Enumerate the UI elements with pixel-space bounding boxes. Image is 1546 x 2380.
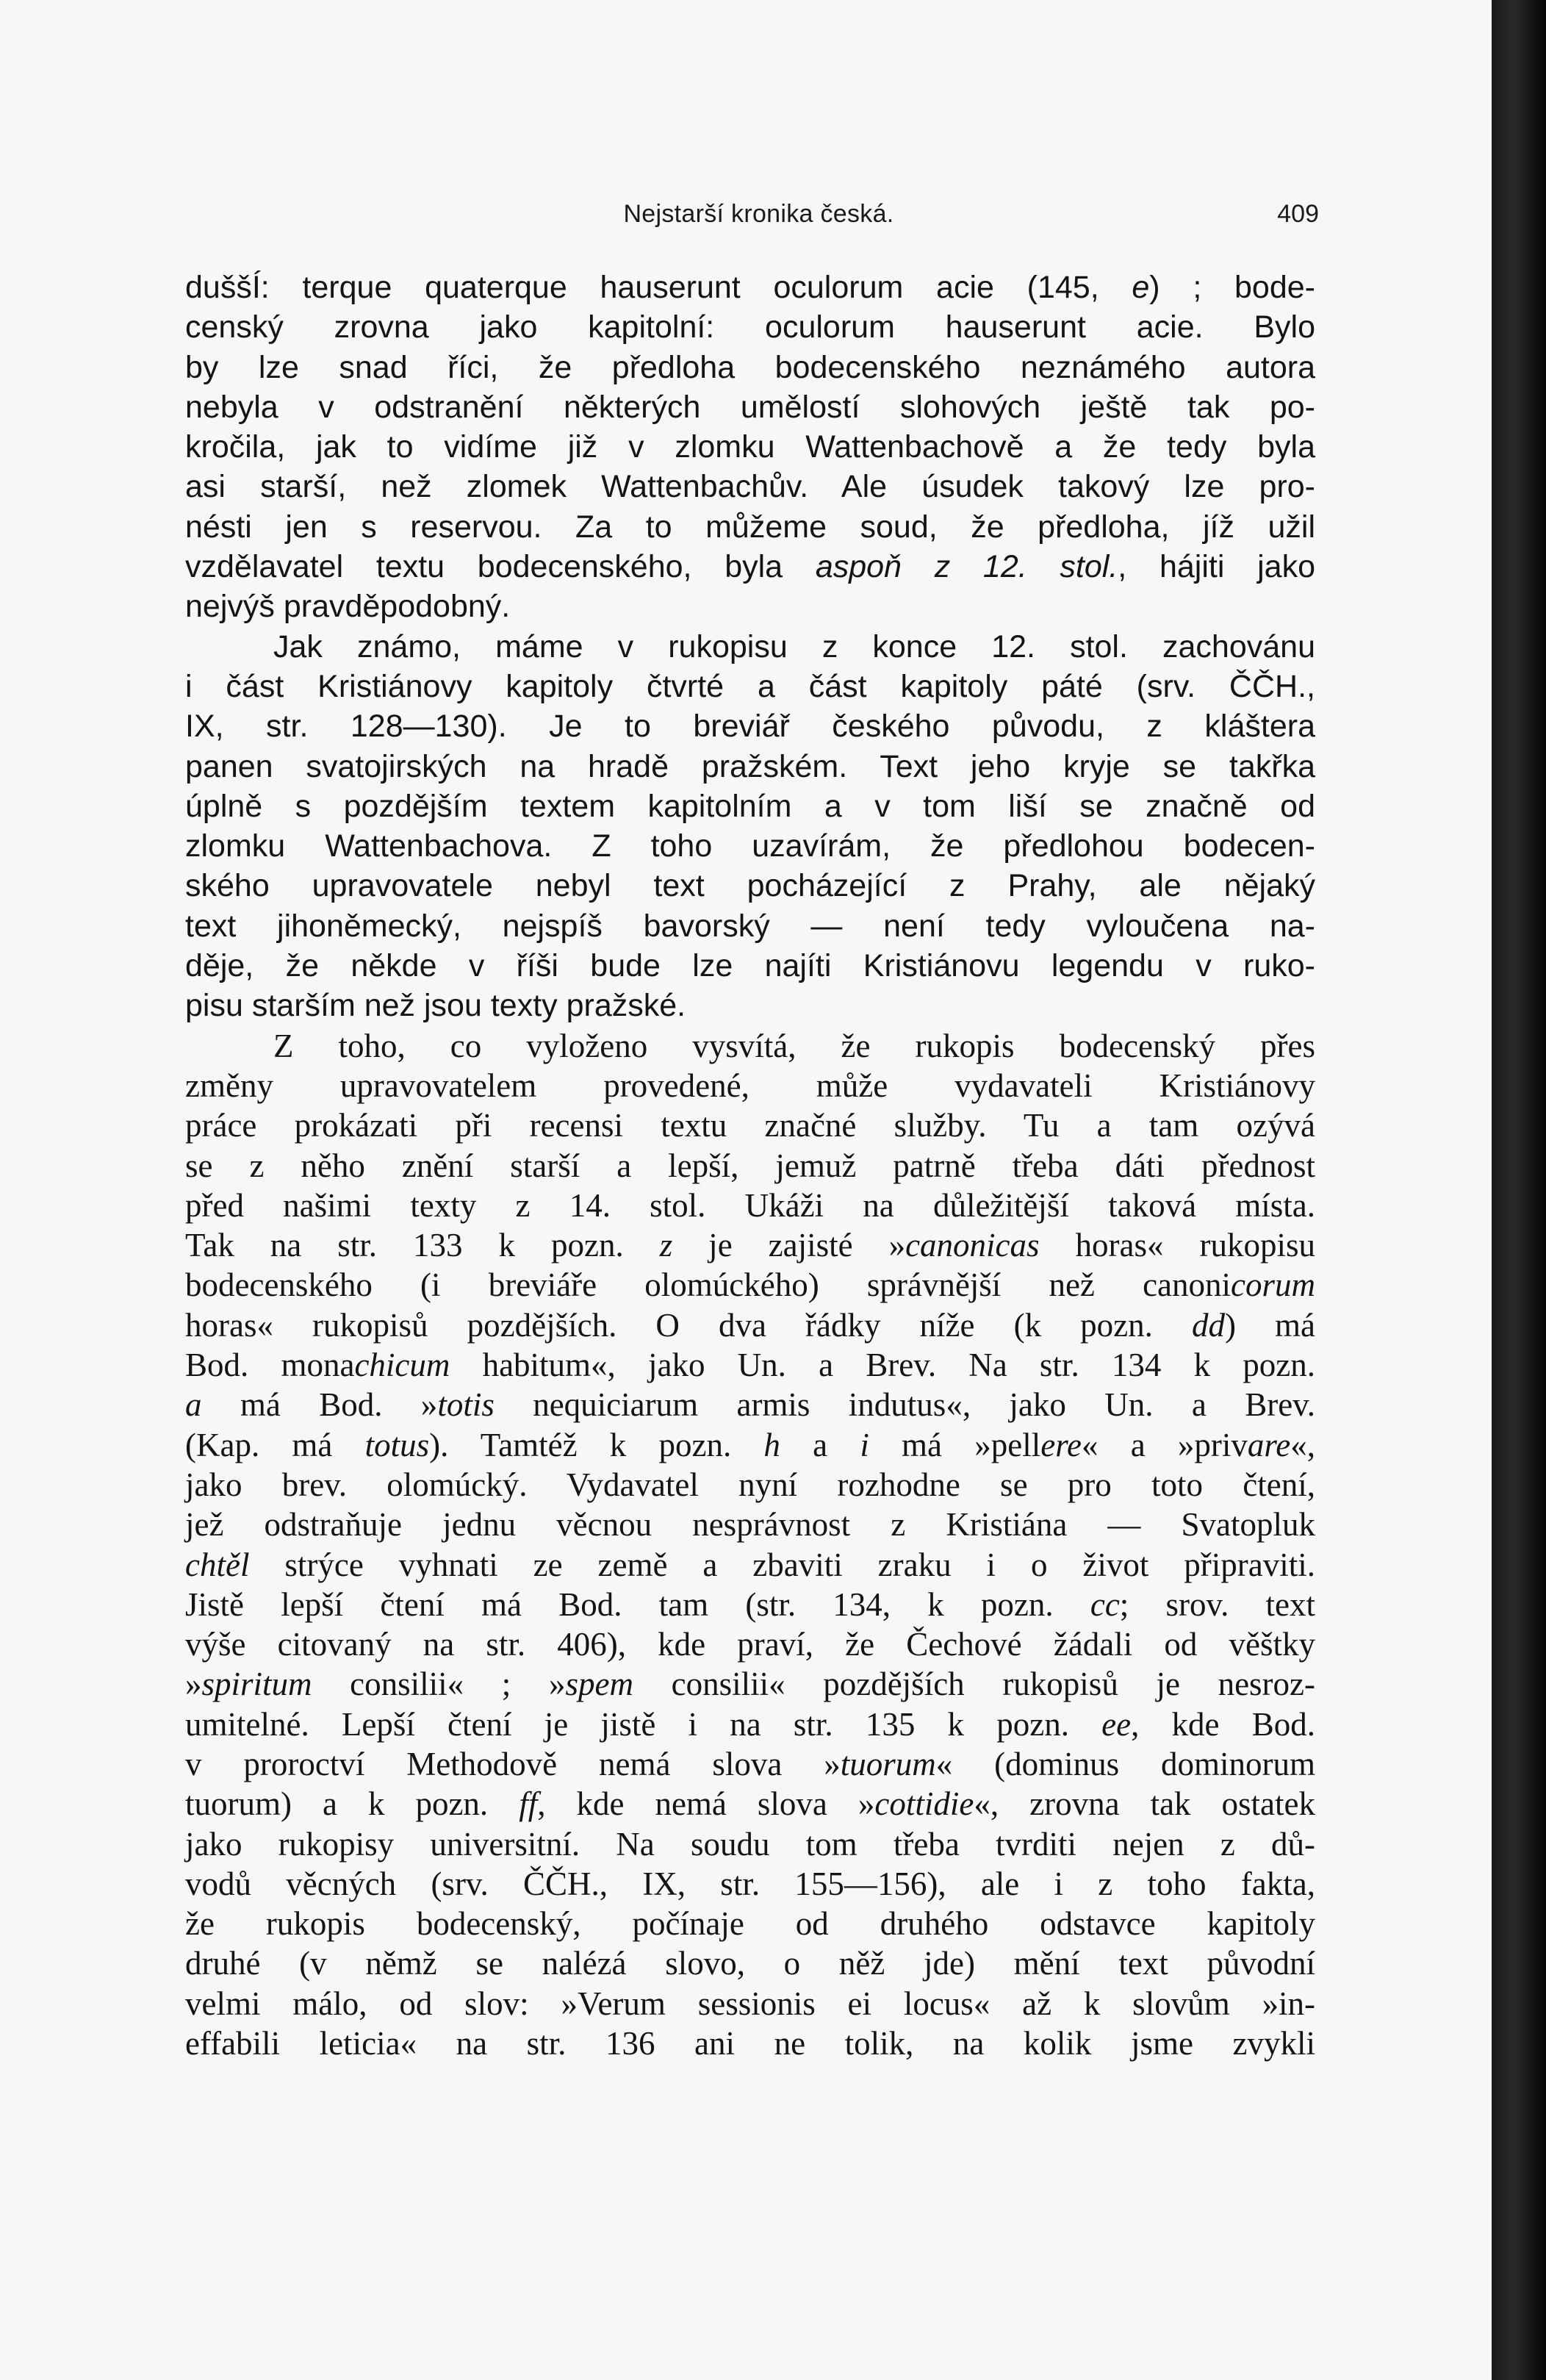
text-line: [185, 1984, 1315, 2024]
text-run: má Bod. »: [201, 1386, 438, 1424]
text-run: velmi málo, od slov: »Verum sessionis ei locus« až k slovům »in-: [185, 1985, 1315, 2022]
text-run: práce prokázati při recensi textu značné služby. Tu a tam ozývá: [185, 1107, 1315, 1144]
text-line: [185, 1265, 1315, 1305]
text-run: Jistě lepší čtení má Bod. tam (str. 134, k pozn.: [185, 1585, 1090, 1623]
text-run: před našimi texty z 14. stol. Ukáži na důležitější taková místa.: [185, 1186, 1315, 1224]
text-line: [185, 1705, 1315, 1744]
text-run: habitum«, jako Un. a Brev. Na str. 134 k pozn.: [450, 1347, 1315, 1384]
text-run: Jak známo, máme v rukopisu z konce 12. stol. zachovánu: [273, 628, 1315, 664]
text-run: Z toho, co vyloženo vysvítá, že rukopis bodecenský přes: [273, 1027, 1315, 1064]
text-line: [185, 1105, 1315, 1145]
italic-run: canonicas: [905, 1227, 1040, 1264]
text-line: [185, 866, 1315, 906]
text-run: asi starší, než zlomek Wattenbachův. Ale úsudek takový lze pro-: [185, 469, 1315, 505]
text-run: vodů věcných (srv. ČČH., IX, str. 155—156), ale i z toho fakta,: [185, 1865, 1315, 1902]
text-run: se z něho znění starší a lepší, jemuž patrně třeba dáti přednost: [185, 1147, 1315, 1184]
text-line: [185, 1664, 1315, 1704]
text-line: [185, 1385, 1315, 1424]
italic-run: h: [763, 1426, 780, 1463]
text-run: ) ; bode-: [1149, 270, 1315, 305]
italic-run: z: [659, 1227, 673, 1264]
text-run: v proroctví Methodově nemá slova »: [185, 1745, 841, 1782]
text-run: (Kap. má: [185, 1426, 365, 1463]
text-run: umitelné. Lepší čtení je jistě i na str. 135 k pozn.: [185, 1705, 1102, 1743]
text-line: [185, 507, 1315, 547]
text-run: úplně s pozdějším textem kapitolním a v tom liší se značně od: [185, 788, 1315, 824]
text-run: i část Kristiánovy kapitoly čtvrté a část kapitoly páté (srv. ČČH.,: [185, 668, 1315, 704]
text-run: a: [780, 1426, 860, 1463]
scan-edge: [1492, 0, 1546, 2380]
text-line: [185, 1225, 1315, 1265]
text-run: consilii« ; »: [312, 1666, 566, 1703]
italic-run: totus: [364, 1426, 430, 1463]
text-run: vzdělavatel textu bodecenského, byla: [185, 549, 816, 585]
text-run: duššÍ: terque quaterque hauserunt oculorum acie (145,: [185, 270, 1132, 305]
text-run: , kde Bod.: [1131, 1705, 1315, 1743]
italic-run: ee: [1101, 1705, 1132, 1743]
text-run: «,: [1290, 1426, 1315, 1463]
italic-run: chicum: [354, 1347, 450, 1384]
text-run: zlomku Wattenbachova. Z toho uzavírám, že předlohou bodecen-: [185, 828, 1315, 864]
text-run: druhé (v němž se nalézá slovo, o něž jde) mění text původní: [185, 1945, 1315, 1982]
text-line: [185, 1864, 1315, 1904]
text-run: kročila, jak to vidíme již v zlomku Wattenbachově a že tedy byla: [185, 429, 1315, 465]
text-run: censký zrovna jako kapitolní: oculorum hauserunt acie. Bylo: [185, 309, 1315, 345]
text-run: ; srov. text: [1119, 1585, 1315, 1623]
italic-run: are: [1247, 1426, 1291, 1463]
text-run: jež odstraňuje jednu věcnou nesprávnost z Kristiána — Svatopluk: [185, 1506, 1315, 1544]
page-number: 409: [1277, 200, 1319, 228]
text-line: [185, 1904, 1315, 1943]
text-run: je zajisté »: [672, 1227, 906, 1264]
italic-run: spiritum: [201, 1666, 312, 1703]
text-line: [185, 667, 1315, 706]
text-line: [185, 1186, 1315, 1225]
text-line: [185, 547, 1315, 587]
text-line: [185, 1305, 1315, 1345]
running-title: Nejstarší kronika česká.: [623, 200, 894, 228]
text-run: by lze snad říci, že předloha bodecenského neznámého autora: [185, 349, 1315, 385]
text-run: horas« rukopisu: [1039, 1227, 1315, 1264]
text-run: ského upravovatele nebyl text pocházející z Prahy, ale nějaký: [185, 868, 1315, 904]
text-line: [185, 268, 1315, 307]
italic-run: spem: [565, 1666, 633, 1703]
text-run: nebyla v odstranění některých umělostí slohových ještě tak po-: [185, 389, 1315, 425]
text-line: [185, 1465, 1315, 1505]
text-run: ) má: [1224, 1306, 1315, 1344]
text-line: [185, 986, 1315, 1025]
text-run: jako brev. olomúcký. Vydavatel nyní rozhodne se pro toto čtení,: [185, 1466, 1315, 1503]
text-run: že rukopis bodecenský, počínaje od druhého odstavce kapitoly: [185, 1905, 1315, 1943]
text-line: [185, 1505, 1315, 1544]
text-run: děje, že někde v říši bude lze najíti Kristiánovu legendu v ruko-: [185, 948, 1315, 984]
text-run: horas« rukopisů pozdějších. O dva řádky níže (k pozn.: [185, 1306, 1192, 1344]
text-line: [185, 1066, 1315, 1105]
text-line: [185, 826, 1315, 866]
italic-run: corum: [1231, 1266, 1315, 1304]
italic-run: aspoň z 12. stol.: [815, 549, 1118, 585]
text-line: [185, 1146, 1315, 1186]
text-run: »: [185, 1666, 202, 1703]
text-line: [185, 1624, 1315, 1664]
text-line: [185, 946, 1315, 986]
text-run: panen svatojirských na hradě pražském. Text jeho kryje se takřka: [185, 748, 1315, 784]
text-line: [185, 1545, 1315, 1585]
text-run: text jihoněmecký, nejspíš bavorský — není tedy vyloučena na-: [185, 908, 1315, 944]
text-line: [185, 747, 1315, 786]
text-run: « a »priv: [1082, 1426, 1248, 1463]
italic-run: i: [860, 1426, 869, 1463]
text-run: , kde nemá slova »: [537, 1785, 875, 1823]
text-run: změny upravovatelem provedené, může vydavateli Kristiánovy: [185, 1067, 1315, 1104]
italic-run: dd: [1191, 1306, 1225, 1344]
text-run: consilii« pozdějších rukopisů je nesroz-: [633, 1666, 1316, 1703]
text-run: IX, str. 128—130). Je to breviář českého původu, z kláštera: [185, 709, 1315, 745]
text-run: nejvýš pravděpodobný.: [185, 589, 511, 625]
text-line: [185, 1824, 1315, 1864]
text-line: [185, 786, 1315, 826]
text-run: « (dominus dominorum: [935, 1745, 1315, 1782]
text-line: [185, 2024, 1315, 2063]
italic-run: cc: [1090, 1585, 1120, 1623]
text-run: strýce vyhnati ze země a zbaviti zraku i o život připraviti.: [249, 1546, 1315, 1583]
text-line: [185, 706, 1315, 746]
italic-run: totis: [437, 1386, 495, 1424]
italic-run: tuorum: [840, 1745, 936, 1782]
text-line: [185, 627, 1315, 667]
italic-run: ere: [1040, 1426, 1082, 1463]
text-line: [185, 1784, 1315, 1824]
italic-run: a: [185, 1386, 202, 1424]
text-run: Bod. mona: [185, 1347, 355, 1384]
text-line: [185, 467, 1315, 506]
text-run: nequiciarum armis indutus«, jako Un. a Brev.: [494, 1386, 1315, 1424]
text-line: [185, 348, 1315, 387]
text-run: výše citovaný na str. 406), kde praví, že Čechové žádali od věštky: [185, 1626, 1315, 1663]
text-run: má »pell: [869, 1426, 1041, 1463]
text-run: bodecenského (i breviáře olomúckého) správnější než canoni: [185, 1266, 1232, 1304]
text-line: [185, 1585, 1315, 1624]
italic-run: e: [1132, 270, 1150, 305]
text-run: ). Tamtéž k pozn.: [429, 1426, 764, 1463]
text-line: [185, 1744, 1315, 1784]
text-run: effabili leticia« na str. 136 ani ne tolik, na kolik jsme zvykli: [185, 2025, 1315, 2062]
text-line: [185, 1425, 1315, 1465]
text-run: pisu starším než jsou texty pražské.: [185, 988, 686, 1024]
text-line: [185, 387, 1315, 427]
text-line: [185, 307, 1315, 347]
text-run: Tak na str. 133 k pozn.: [185, 1227, 660, 1264]
italic-run: ff: [519, 1785, 538, 1823]
text-line: [185, 906, 1315, 946]
page-header: [198, 200, 1319, 244]
text-run: nésti jen s reservou. Za to můžeme soud, že předloha, jíž užil: [185, 509, 1315, 545]
body-text: [185, 268, 1315, 2063]
text-line: [185, 427, 1315, 467]
text-line: [185, 1345, 1315, 1385]
text-line: [185, 1943, 1315, 1983]
italic-run: cottidie: [874, 1785, 974, 1823]
text-run: «, zrovna tak ostatek: [974, 1785, 1316, 1823]
text-line: [185, 587, 1315, 626]
text-run: , hájiti jako: [1118, 549, 1315, 585]
text-run: tuorum) a k pozn.: [185, 1785, 519, 1823]
text-run: jako rukopisy universitní. Na soudu tom třeba tvrditi nejen z dů-: [185, 1825, 1315, 1863]
text-line: [185, 1026, 1315, 1066]
italic-run: chtěl: [185, 1546, 250, 1583]
